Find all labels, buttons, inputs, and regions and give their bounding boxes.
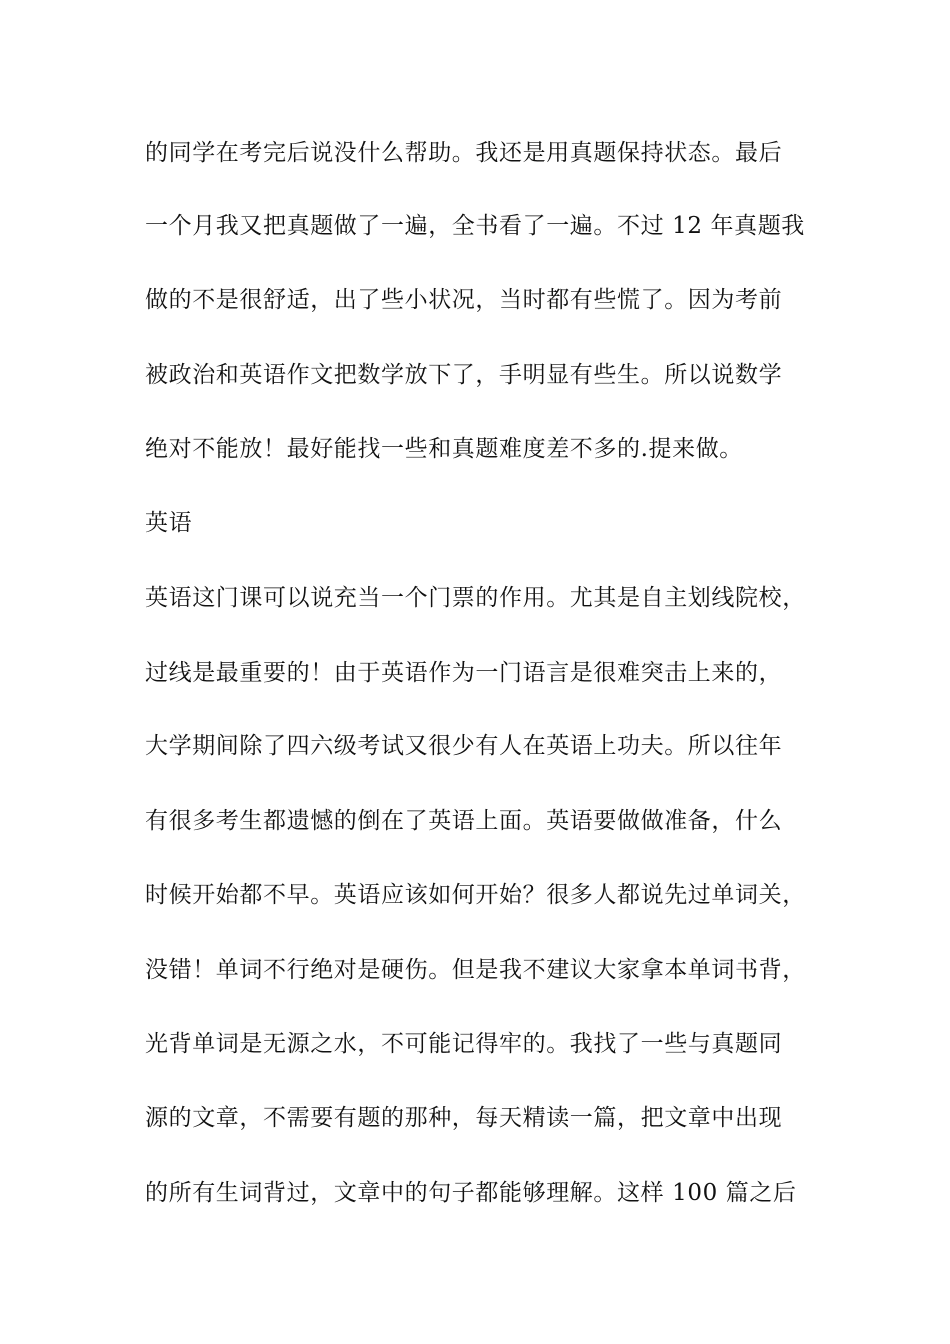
text-line-english-7: 光背单词是无源之水，不可能记得牢的。我找了一些与真题同 (145, 1031, 783, 1057)
text-line-english-3: 大学期间除了四六级考试又很少有人在英语上功夫。所以往年 (145, 733, 783, 759)
text-line-english-2: 过线是最重要的！由于英语作为一门语言是很难突击上来的， (145, 660, 783, 686)
text-line-math-3: 做的不是很舒适，出了些小状况，当时都有些慌了。因为考前 (145, 287, 783, 313)
section-heading-english: 英语 (145, 510, 193, 536)
text-line-math-4: 被政治和英语作文把数学放下了，手明显有些生。所以说数学 (145, 362, 783, 388)
text-line-english-6: 没错！单词不行绝对是硬伤。但是我不建议大家拿本单词书背， (145, 957, 806, 983)
text-line-math-5: 绝对不能放！最好能找一些和真题难度差不多的.提来做。 (145, 436, 743, 462)
text-line-english-9: 的所有生词背过，文章中的句子都能够理解。这样 100 篇之后 (145, 1180, 797, 1206)
text-line-english-5: 时候开始都不早。英语应该如何开始？很多人都说先过单词关， (145, 882, 806, 908)
text-line-english-1: 英语这门课可以说充当一个门票的作用。尤其是自主划线院校， (145, 585, 806, 611)
text-line-english-8: 源的文章，不需要有题的那种，每天精读一篇，把文章中出现 (145, 1105, 783, 1131)
text-line-math-2: 一个月我又把真题做了一遍，全书看了一遍。不过 12 年真题我 (145, 213, 805, 239)
text-line-english-4: 有很多考生都遗憾的倒在了英语上面。英语要做做准备，什么 (145, 808, 783, 834)
text-line-math-1: 的同学在考完后说没什么帮助。我还是用真题保持状态。最后 (145, 140, 783, 166)
